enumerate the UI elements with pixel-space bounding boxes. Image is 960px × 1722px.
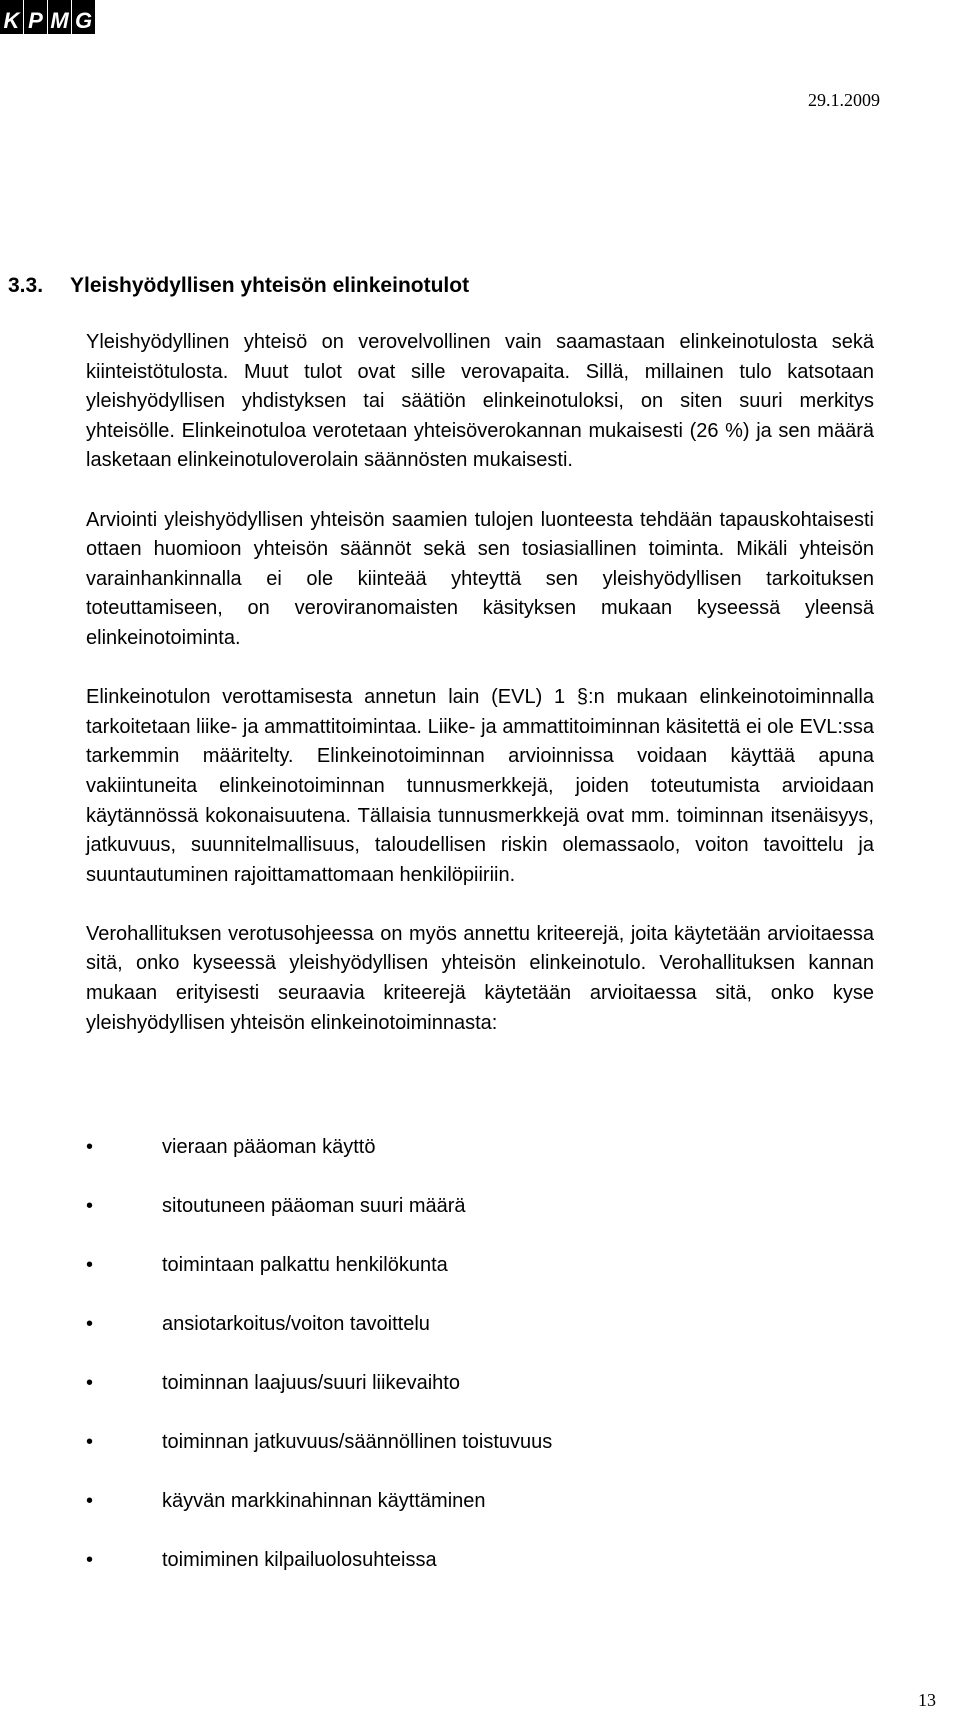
list-item	[86, 1310, 786, 1369]
list-item	[86, 1133, 786, 1192]
list-item	[86, 1546, 786, 1605]
criteria-list	[86, 1133, 786, 1605]
list-item-label: toiminnan jatkuvuus/säännöllinen toistuvuus	[162, 1431, 553, 1453]
bullet-icon: •	[86, 1195, 94, 1217]
bullet-icon: •	[86, 1549, 94, 1571]
logo-letter-p: P	[24, 0, 47, 34]
list-item	[86, 1192, 786, 1251]
bullet-icon: •	[86, 1490, 94, 1512]
list-item-label: toimintaan palkattu henkilökunta	[162, 1254, 448, 1276]
list-item-label: toimiminen kilpailuolosuhteissa	[162, 1549, 437, 1571]
paragraph: Arviointi yleishyödyllisen yhteisön saamien tulojen luonteesta tehdään tapauskohtaisesti ottaen huomioon yhteisön säännöt sekä sen tosiasiallinen toiminta. Mikäli yhteisön varainhankinnalla ei ole kiinteää yhteyttä sen yleishyödyllisen tarkoituksen toteuttamiseen, on veroviranomaisten käsityksen mukaan kyseessä yleensä elinkeinotoiminta.	[86, 508, 874, 649]
list-item	[86, 1369, 786, 1428]
logo-letter-k: K	[0, 0, 23, 34]
bullet-icon: •	[86, 1372, 94, 1394]
list-item-label: vieraan pääoman käyttö	[162, 1136, 376, 1158]
paragraph: Verohallituksen verotusohjeessa on myös annettu kriteerejä, joita käytetään arvioitaessa sitä, onko kyseessä yleishyödyllisen yhteisön elinkeinotulo. Verohallituksen kannan mukaan erityisesti seuraavia kriteerejä käytetään arvioitaessa sitä, onko kyse yleishyödyllisen yhteisön elinkeinotoiminnasta:	[86, 922, 874, 1034]
body-text	[86, 328, 874, 1068]
section-heading	[8, 274, 469, 298]
list-item-label: sitoutuneen pääoman suuri määrä	[162, 1195, 466, 1217]
list-item-label: ansiotarkoitus/voiton tavoittelu	[162, 1313, 430, 1335]
list-item	[86, 1428, 786, 1487]
bullet-icon: •	[86, 1431, 94, 1453]
paragraph: Yleishyödyllinen yhteisö on verovelvollinen vain saamastaan elinkeinotulosta sekä kiinteistötulosta. Muut tulot ovat sille verovapaita. Sillä, millainen tulo katsotaan yleishyödyllisen yhdistyksen tai säätiön elinkeinotuloksi, on siten suuri merkitys yhteisölle. Elinkeinotuloa verotetaan yhteisöverokannan mukaisesti (26 %) ja sen määrä lasketaan elinkeinotuloverolain säännösten mukaisesti.	[86, 331, 874, 472]
bullet-icon: •	[86, 1136, 94, 1158]
bullet-icon: •	[86, 1254, 94, 1276]
list-item-label: toiminnan laajuus/suuri liikevaihto	[162, 1372, 460, 1394]
page-number: 13	[918, 1690, 936, 1710]
kpmg-logo	[0, 0, 96, 34]
document-date: 29.1.2009	[808, 90, 880, 110]
list-item	[86, 1487, 786, 1546]
logo-letter-m: M	[48, 0, 71, 34]
list-item-label: käyvän markkinahinnan käyttäminen	[162, 1490, 486, 1512]
list-item	[86, 1251, 786, 1310]
bullet-icon: •	[86, 1313, 94, 1335]
section-number: 3.3.	[8, 274, 44, 297]
logo-letter-g: G	[72, 0, 95, 34]
paragraph: Elinkeinotulon verottamisesta annetun lain (EVL) 1 §:n mukaan elinkeinotoiminnalla tarkoitetaan liike- ja ammattitoimintaa. Liike- ja ammattitoiminnan käsitettä ei ole EVL:ssa tarkemmin määritelty. Elinkeinotoiminnan arvioinnissa voidaan käyttää apuna vakiintuneita elinkeinotoiminnan tunnusmerkkejä, joiden toteutumista arvioidaan käytännössä kokonaisuutena. Tällaisia tunnusmerkkejä ovat mm. toiminnan itsenäisyys, jatkuvuus, suunnitelmallisuus, taloudellisen riskin olemassaolo, voiton tavoittelu ja suuntautuminen rajoittamattomaan henkilöpiiriin.	[86, 686, 874, 886]
section-title: Yleishyödyllisen yhteisön elinkeinotulot	[70, 274, 470, 297]
